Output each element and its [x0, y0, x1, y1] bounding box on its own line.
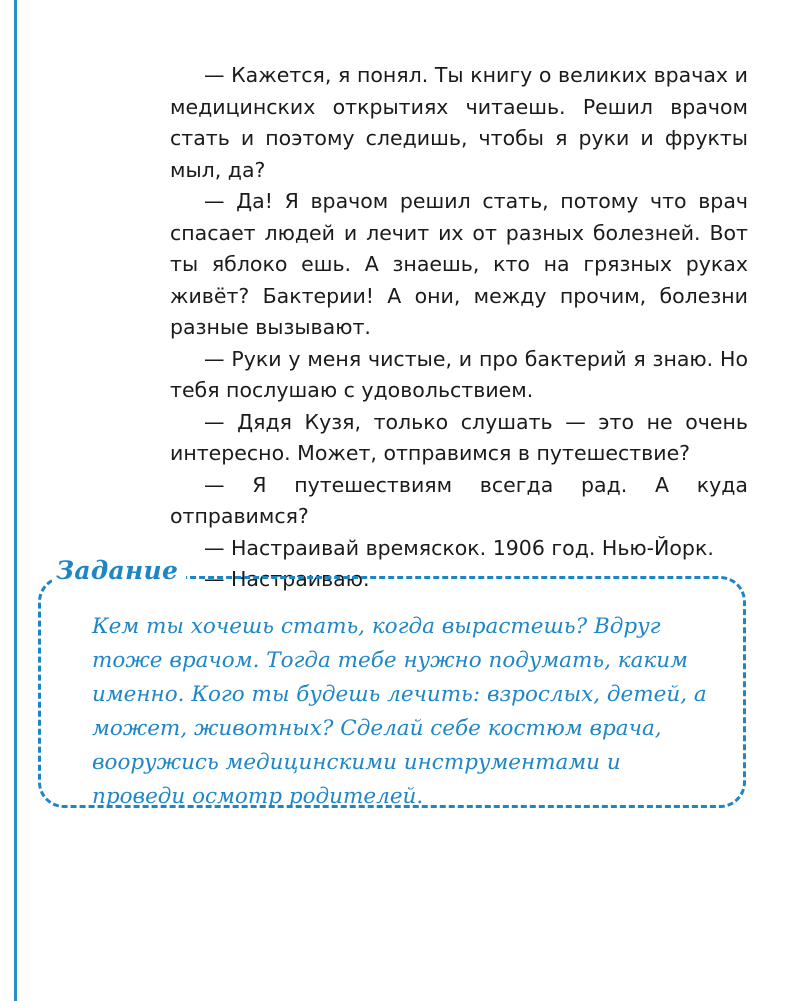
paragraph: — Дядя Кузя, только слушать — это не очень интересно. Может, отправимся в путешествие?	[170, 409, 748, 465]
page-edge-rule	[14, 0, 17, 1001]
dialogue-text-block	[170, 60, 748, 596]
task-body	[92, 610, 712, 814]
paragraph: — Настраивай времяскок. 1906 год. Нью-Йорк.	[204, 535, 714, 560]
task-paragraph: Кем ты хочешь стать, когда вырастешь? Вдруг тоже врачом. Тогда тебе нужно подумать, каким именно. Кого ты будешь лечить: взрослых, детей, а может, животных? Сделай себе костюм врача, вооружись медицинскими инструментами и проведи осмотр родителей.	[92, 614, 707, 809]
paragraph: — Кажется, я понял. Ты книгу о великих врачах и медицинских открытиях читаешь. Решил врачом стать и поэтому следишь, чтобы я руки и фрукты мыл, да?	[170, 63, 748, 182]
paragraph: — Настраиваю.	[204, 567, 370, 591]
task-callout	[30, 548, 760, 816]
paragraph: — Я путешествиям всегда рад. А куда отправимся?	[170, 472, 748, 528]
paragraph: — Да! Я врачом решил стать, потому что врач спасает людей и лечит их от разных болезней. Вот ты яблоко ешь. А знаешь, кто на грязных руках живёт? Бактерии! А они, между прочим, болезни разные вызывают.	[170, 189, 748, 339]
paragraph: — Руки у меня чистые, и про бактерий я знаю. Но тебя послушаю с удовольствием.	[170, 346, 748, 402]
task-title: Задание	[52, 556, 186, 585]
